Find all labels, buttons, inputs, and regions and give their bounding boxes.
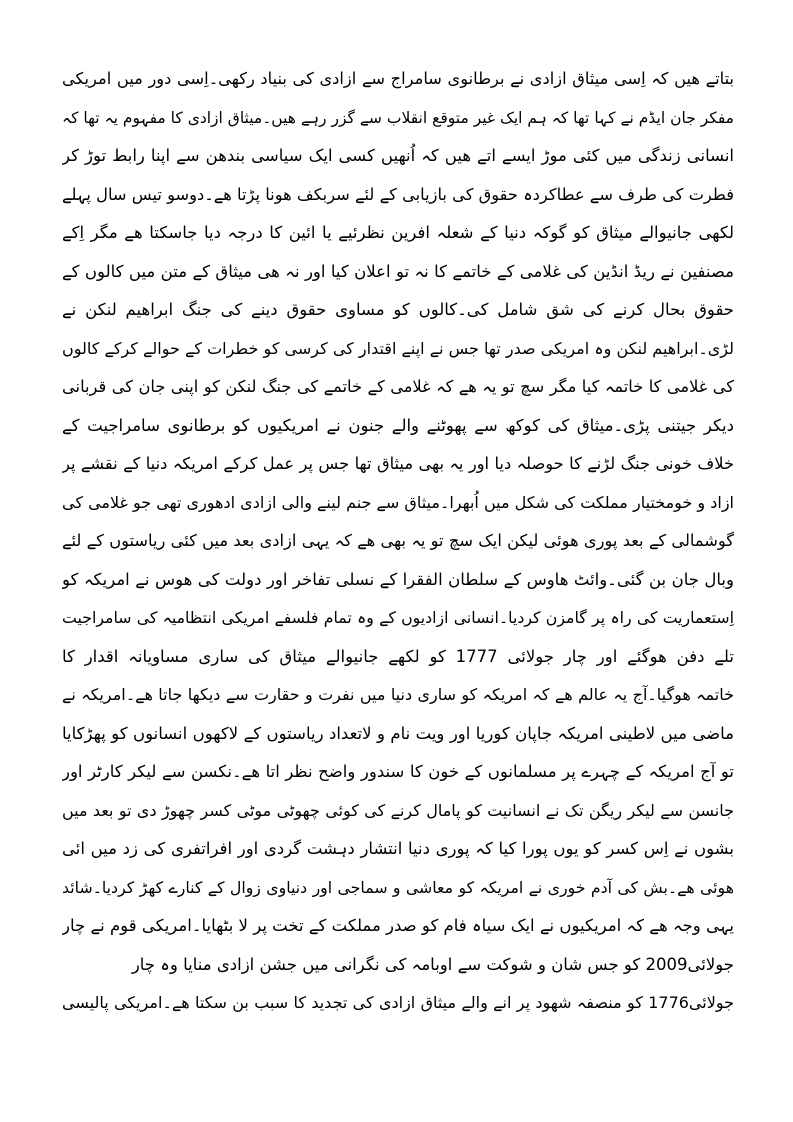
text-line-6: مصنفین نے ریڈ انڈین کی غلامی کے خاتمے کا نہ تو اعلان کیا اور نہ ھی میثاق کے متن میں کالوں کے: [62, 261, 734, 281]
text-line-23: یہی وجہ ھے کہ امریکیوں نے ایک سیاہ فام کو صدر مملکت کے تخت پر لا بٹھایا۔امریکی قوم نے چار: [62, 916, 734, 935]
text-line-9: کی غلامی کا خاتمہ کیا مگر سچ تو یہ ھے کہ غلامی کے خاتمے کی جنگ لنکن کو اپنی جان کی قربانی: [62, 377, 734, 396]
text-line-22: ھوئی ھے۔بش کی آدم خوری نے امریکہ کو معاشی و سماجی اور دنیاوی زوال کے کنارے کھڑ کردیا۔شائد: [62, 877, 734, 897]
text-line-1: بتاتے ھیں کہ اِسی میثاق ازادی نے برطانوی سامراج سے ازادی کی بنیاد رکھی۔اِسی دور میں امریکی: [62, 69, 734, 88]
text-line-5: لکھی جانیوالے میثاق کو گوکہ دنیا کے شعلہ افرین نظرئیے یا ائین کا درجہ دیا جاسکتا ھے مگر اِکے: [62, 223, 734, 242]
text-line-2: مفکر جان ایڈم نے کہا تھا کہ ہم ایک غیر متوقع انقلاب سے گزر رہے ھیں۔میثاق ازادی کا مفہوم یہ تھا کہ: [62, 108, 734, 127]
text-line-14: وبال جان بن گئی۔وائٹ ھاوس کے سلطان الفقرا کے نسلی تفاخر اور دولت کی ھوس نے امریکہ کو: [62, 569, 734, 589]
text-line-24: جولائی2009 کو جس شان و شوکت سے اوبامہ کی نگرانی میں جشن ازادی منایا وہ چار: [131, 954, 734, 974]
text-line-16: تلے دفن ھوگئے اور چار جولائی 1777 کو لکھے جانیوالے میثاق کی ساری مساویانہ اقدار کا: [62, 646, 734, 666]
text-line-12: ازاد و خومختیار مملکت کی شکل میں اُبھرا۔میثاق سے جنم لینے والی ازادی ادھوری تھی جو غلامی کی: [62, 492, 734, 512]
article-body: [62, 60, 734, 1023]
text-line-21: بشوں نے اِس کسر کو یوں پورا کیا کہ پوری دنیا انتشار دہشت گردی اور افراتفری کی زد میں ائی: [62, 839, 734, 858]
text-line-7: حقوق بحال کرنے کی شق شامل کی۔کالوں کو مساوی حقوق دینے کی جنگ ابراھیم لنکن نے: [62, 300, 734, 319]
text-line-3: انسانی زندگی میں کئی موڑ ایسے اتے ھیں کہ اُنھیں کسی ایک سیاسی بندھن سے اپنا رابط توڑ کر: [62, 146, 734, 165]
text-line-25: جولائی1776 کو منصفہ شھود پر انے والے میثاق ازادی کی تجدید کا سبب بن سکتا ھے۔امریکی پالیسی: [62, 993, 734, 1012]
text-line-10: دیکر جیتنی پڑی۔میثاق کی کوکھ سے پھوٹنے والے جنون نے امریکیوں کو برطانوی سامراجیت کے: [62, 415, 734, 435]
text-line-20: جانسن سے لیکر ریگن تک نے انسانیت کو پامال کرنے کی کوئی چھوٹی موٹی کسر چھوڑ دی تو بعد میں: [62, 800, 734, 820]
text-line-18: ماضی میں لاطینی امریکہ جاپان کوریا اور ویت نام و لاتعداد ریاستوں کے لاکھوں انسانوں کو پھڑکایا: [62, 723, 734, 743]
text-line-4: فطرت کی طرف سے عطاکردہ حقوق کی بازیابی کے لئے سربکف ھونا پڑتا ھے۔دوسو تیس سال پہلے: [62, 184, 734, 204]
text-line-13: گوشمالی کے بعد پوری ھوئی لیکن ایک سچ تو یہ بھی ھے کہ یہی ازادی بعد میں کئی ریاستوں کے لئے: [62, 531, 734, 550]
text-line-11: خلاف خونی جنگ لڑنے کا حوصلہ دیا اور یہ بھی میثاق تھا جس پر عمل کرکے امریکہ دنیا کے نقشے پر: [62, 454, 734, 473]
text-line-15: اِستعماریت کی راہ پر گامزن کردیا۔انسانی ازادیوں کے وہ تمام فلسفے امریکی انتظامیہ کی سامراجیت: [62, 608, 734, 627]
text-line-17: خاتمہ ھوگیا۔آج یہ عالم ھے کہ امریکہ کو ساری دنیا میں نفرت و حقارت سے دیکھا جاتا ھے۔امریکہ نے: [62, 685, 734, 704]
text-line-19: تو آج امریکہ کے چہرے پر مسلمانوں کے خون کا سندور واضح نظر اتا ھے۔نکسن سے لیکر کارٹر اور: [62, 762, 734, 781]
text-line-8: لڑی۔ابراھیم لنکن وہ امریکی صدر تھا جس نے اپنے اقتدار کی کرسی کو خطرات کے حوالے کرکے کالوں: [62, 338, 734, 358]
